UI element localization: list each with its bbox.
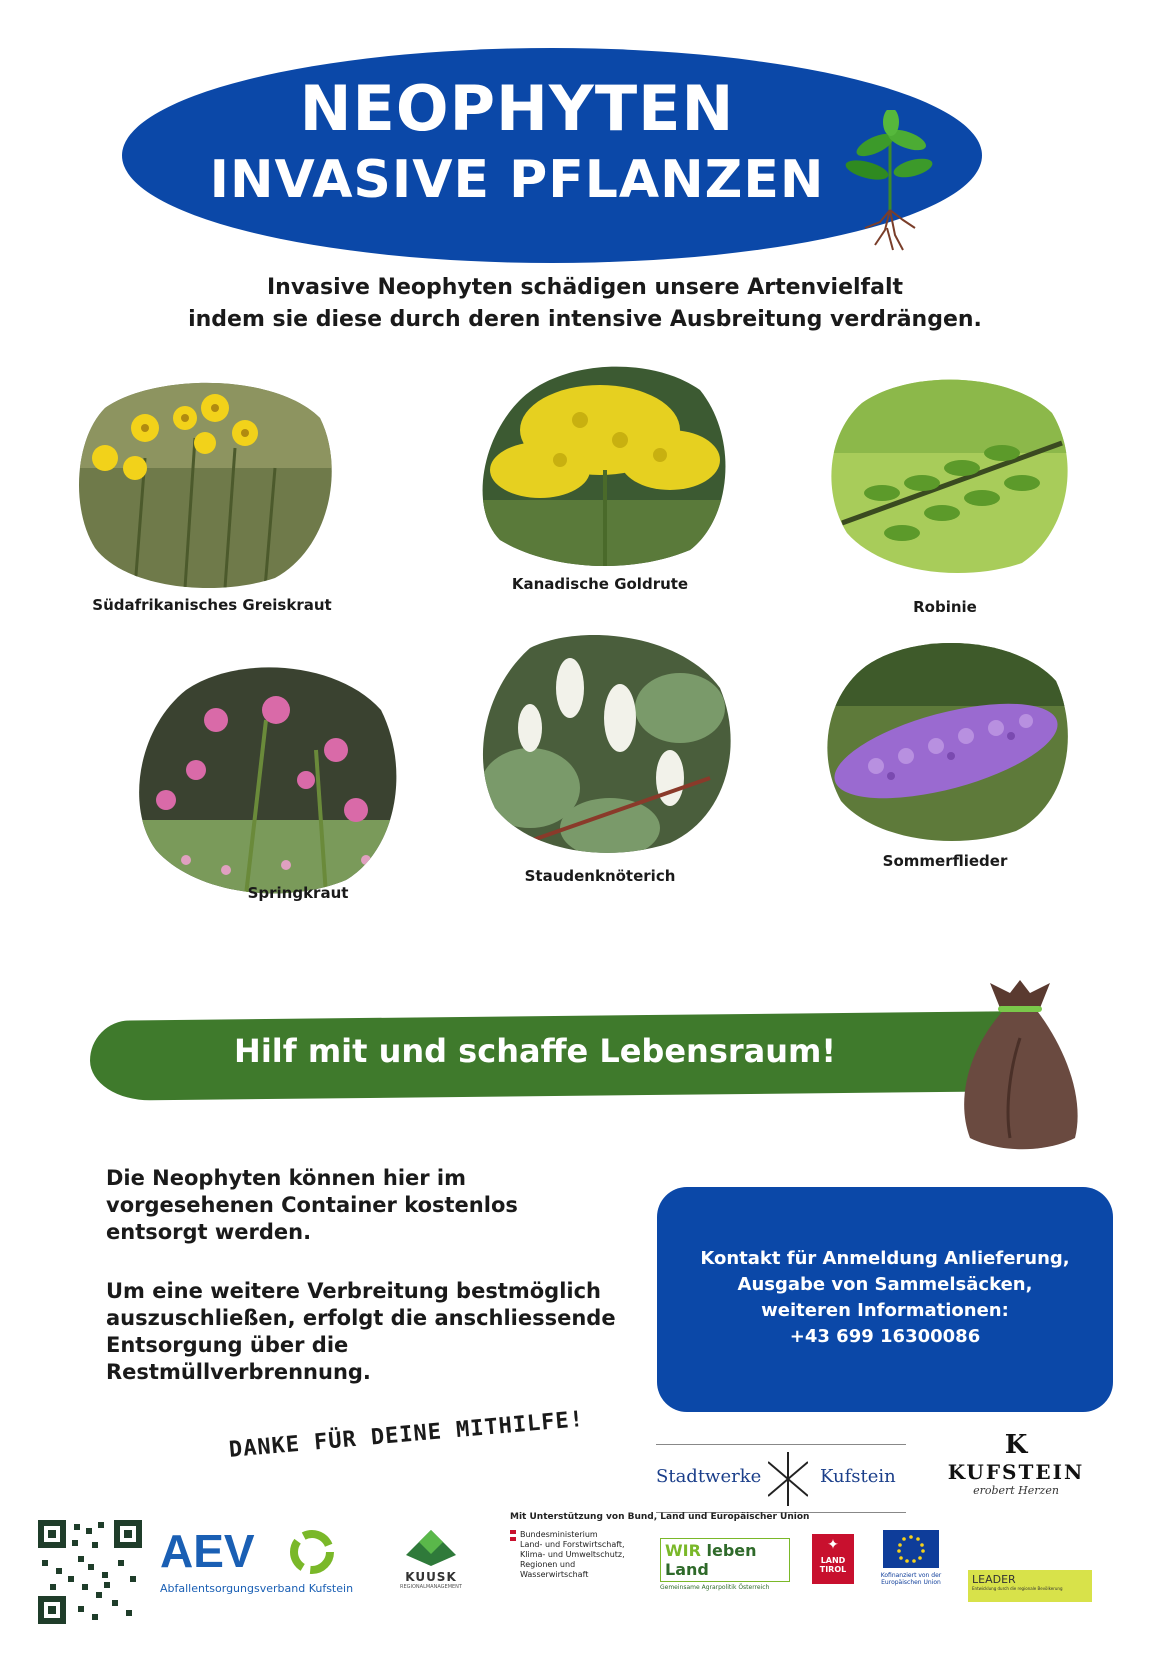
star-mark-icon: [768, 1452, 808, 1506]
wir-word: WIR: [665, 1541, 701, 1560]
kuusk-subtitle: REGIONALMANAGEMENT: [400, 1584, 462, 1590]
stadtwerke-kufstein-logo: [656, 1444, 906, 1514]
incineration-line: Um eine weitere Verbreitung bestmöglich: [106, 1279, 601, 1303]
k-mark-icon: K: [1004, 1430, 1028, 1460]
page-title: NEOPHYTEN: [299, 72, 735, 145]
disposal-line: vorgesehenen Container kostenlos: [106, 1193, 518, 1217]
kufstein-tagline: erobert Herzen: [973, 1484, 1059, 1497]
tirol-line: TIROL: [819, 1565, 847, 1574]
plant-label-sommerflieder: Sommerflieder: [882, 852, 1008, 870]
plant-photo-robinie: [822, 373, 1072, 573]
cta-banner-text: Hilf mit und schaffe Lebensraum!: [234, 1032, 836, 1070]
plant-label-staudenknoeterich: Staudenknöterich: [524, 867, 676, 885]
plant-photo-springkraut: [126, 660, 404, 895]
contact-info: [670, 1246, 1100, 1350]
plant-label-springkraut: Springkraut: [247, 884, 349, 902]
aev-logo: [160, 1524, 360, 1604]
wir-leben-land-logo: [660, 1538, 790, 1591]
plant-photo-staudenknoeterich: [470, 628, 738, 856]
kuusk-diamond-icon: [406, 1530, 456, 1566]
eu-flag-icon: [883, 1530, 939, 1568]
kufstein-wordmark: KUFSTEIN: [947, 1460, 1085, 1484]
incineration-line: Restmüllverbrennung.: [106, 1360, 371, 1384]
contact-line: Kontakt für Anmeldung Anlieferung,: [700, 1248, 1070, 1269]
plant-label-goldrute: Kanadische Goldrute: [511, 575, 689, 593]
recycle-icon: [288, 1528, 336, 1576]
plant-photo-sommerflieder: [816, 636, 1076, 846]
leader-logo: [968, 1570, 1092, 1602]
tirol-line: LAND: [820, 1556, 846, 1565]
leader-wordmark: LEADER: [972, 1573, 1016, 1586]
aev-wordmark: AEV: [160, 1525, 255, 1577]
disposal-line: Die Neophyten können hier im: [106, 1166, 467, 1190]
disposal-line: entsorgt werden.: [106, 1220, 312, 1244]
support-title: Mit Unterstützung von Bund, Land und Europäischer Union: [510, 1512, 810, 1522]
incineration-info-paragraph: [106, 1278, 666, 1386]
bmlrt-line: Bundesministerium: [520, 1530, 598, 1539]
eu-logo: [876, 1530, 946, 1590]
kufstein-city-logo: [936, 1430, 1096, 1510]
eu-line: Kofinanziert von der: [880, 1572, 942, 1579]
bmlrt-line: Land- und Forstwirtschaft,: [520, 1540, 625, 1549]
incineration-line: Entsorgung über die: [106, 1333, 349, 1357]
plant-photo-goldrute: [470, 360, 738, 570]
plant-sprout-icon: [845, 110, 935, 260]
garbage-bag-icon: [950, 978, 1090, 1158]
aev-subtitle: Abfallentsorgungsverband Kufstein: [160, 1582, 354, 1595]
intro-text: [90, 272, 1080, 336]
wir-subtitle: Gemeinsame Agrarpolitik Österreich: [660, 1584, 770, 1591]
eu-line: Europäischen Union: [881, 1579, 941, 1586]
contact-line: Ausgabe von Sammelsäcken,: [737, 1274, 1033, 1295]
contact-phone[interactable]: +43 699 16300086: [789, 1326, 981, 1347]
intro-line-1: Invasive Neophyten schädigen unsere Artenvielfalt: [266, 275, 904, 300]
kuusk-wordmark: KUUSK: [405, 1570, 457, 1584]
plant-label-greiskraut: Südafrikanisches Greiskraut: [92, 596, 332, 614]
thanks-note: DANKE FÜR DEINE MITHILFE!: [228, 1406, 585, 1463]
intro-line-2: indem sie diese durch deren intensive Ausbreitung verdrängen.: [188, 307, 982, 332]
contact-line: weiteren Informationen:: [761, 1300, 1009, 1321]
plant-label-robinie: Robinie: [913, 598, 977, 616]
bmlrt-line: Regionen und Wasserwirtschaft: [520, 1560, 589, 1579]
bmlrt-line: Klima- und Umweltschutz,: [520, 1550, 625, 1559]
qr-code[interactable]: [38, 1520, 142, 1624]
leader-subtitle: Entwicklung durch die regionale Bevölkerung: [972, 1586, 1063, 1591]
tirol-eagle-icon: ✦: [827, 1537, 839, 1553]
kuusk-logo: [396, 1530, 466, 1610]
disposal-info-paragraph: [106, 1165, 626, 1246]
land-tirol-logo: [812, 1534, 854, 1584]
incineration-line: auszuschließen, erfolgt die anschliessende: [106, 1306, 616, 1330]
stadtwerke-word: Stadtwerke: [656, 1466, 762, 1487]
page-subtitle: INVASIVE PFLANZEN: [209, 150, 825, 210]
leben-land-word: leben Land: [665, 1541, 757, 1579]
kufstein-word: Kufstein: [820, 1466, 896, 1487]
plant-photo-greiskraut: [75, 378, 333, 588]
